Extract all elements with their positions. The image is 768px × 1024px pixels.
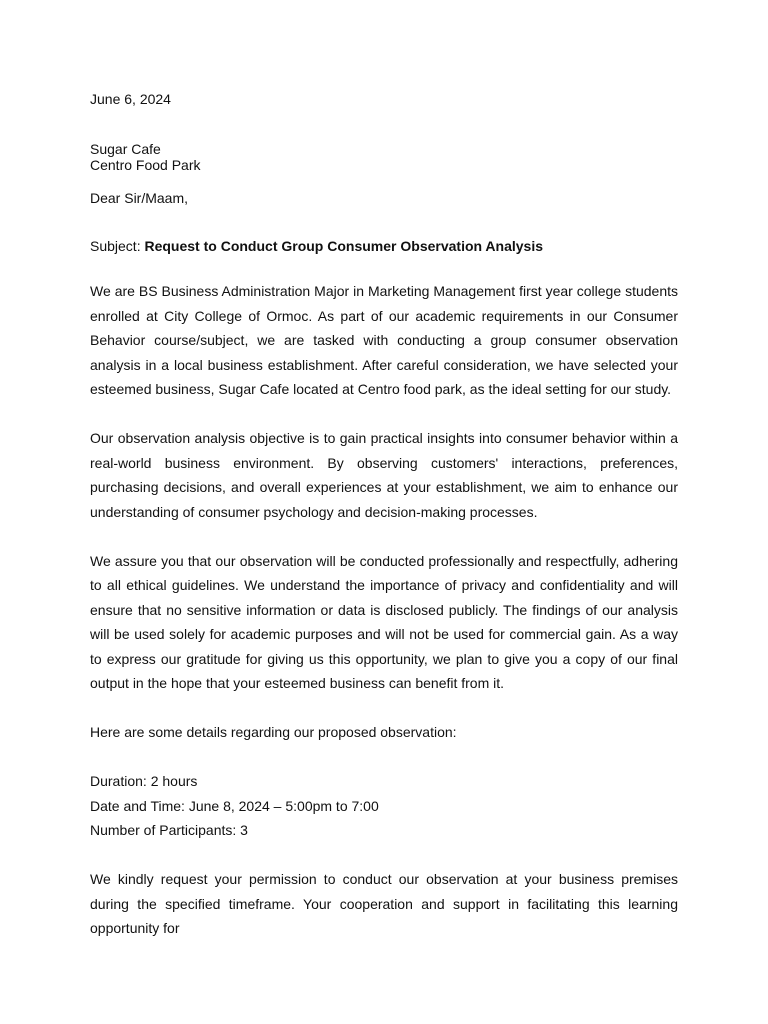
detail-participants: Number of Participants: 3	[90, 822, 248, 838]
body-paragraph-objective: Our observation analysis objective is to gain practical insights into consumer behavior within a real-world business environment. By observing customers' interactions, preferences, purchasing decisions, and overall experiences at your establishment, we aim to enhance our understanding of consumer psychology and decision-making processes.	[90, 430, 678, 520]
recipient-address	[90, 141, 678, 173]
recipient-name: Sugar Cafe	[90, 141, 161, 157]
body-paragraph-intro: We are BS Business Administration Major in Marketing Management first year college students enrolled at City College of Ormoc. As part of our academic requirements in our Consumer Behavior course/subject, we are tasked with conducting a group consumer observation analysis in a local business establishment. After careful consideration, we have selected your esteemed business, Sugar Cafe located at Centro food park, as the ideal setting for our study.	[90, 283, 678, 397]
salutation-block	[90, 190, 678, 206]
body-paragraph-assurance: We assure you that our observation will be conducted professionally and respectfully, adhering to all ethical guidelines. We understand the importance of privacy and confidentiality and will ensure that no sensitive information or data is disclosed publicly. The findings of our analysis will be used solely for academic purposes and will not be used for commercial gain. As a way to express our gratitude for giving us this opportunity, we plan to give you a copy of our final output in the hope that your esteemed business can benefit from it.	[90, 552, 678, 691]
body-paragraph-details-intro: Here are some details regarding our proposed observation:	[90, 724, 457, 740]
letter-date-block	[90, 91, 678, 107]
observation-details	[90, 769, 678, 843]
detail-duration: Duration: 2 hours	[90, 773, 198, 789]
detail-date-time: Date and Time: June 8, 2024 – 5:00pm to 7:00	[90, 797, 379, 814]
letter-page	[90, 91, 678, 965]
salutation: Dear Sir/Maam,	[90, 190, 189, 206]
recipient-location: Centro Food Park	[90, 157, 201, 173]
subject-label: Subject:	[90, 238, 141, 254]
letter-date: June 6, 2024	[90, 91, 171, 107]
subject-line	[90, 238, 678, 254]
subject-text: Request to Conduct Group Consumer Observation Analysis	[144, 238, 544, 254]
body-paragraph-request: We kindly request your permission to conduct our observation at your business premises during the specified timeframe. Your cooperation and support in facilitating this learning opportunity for	[90, 871, 678, 936]
